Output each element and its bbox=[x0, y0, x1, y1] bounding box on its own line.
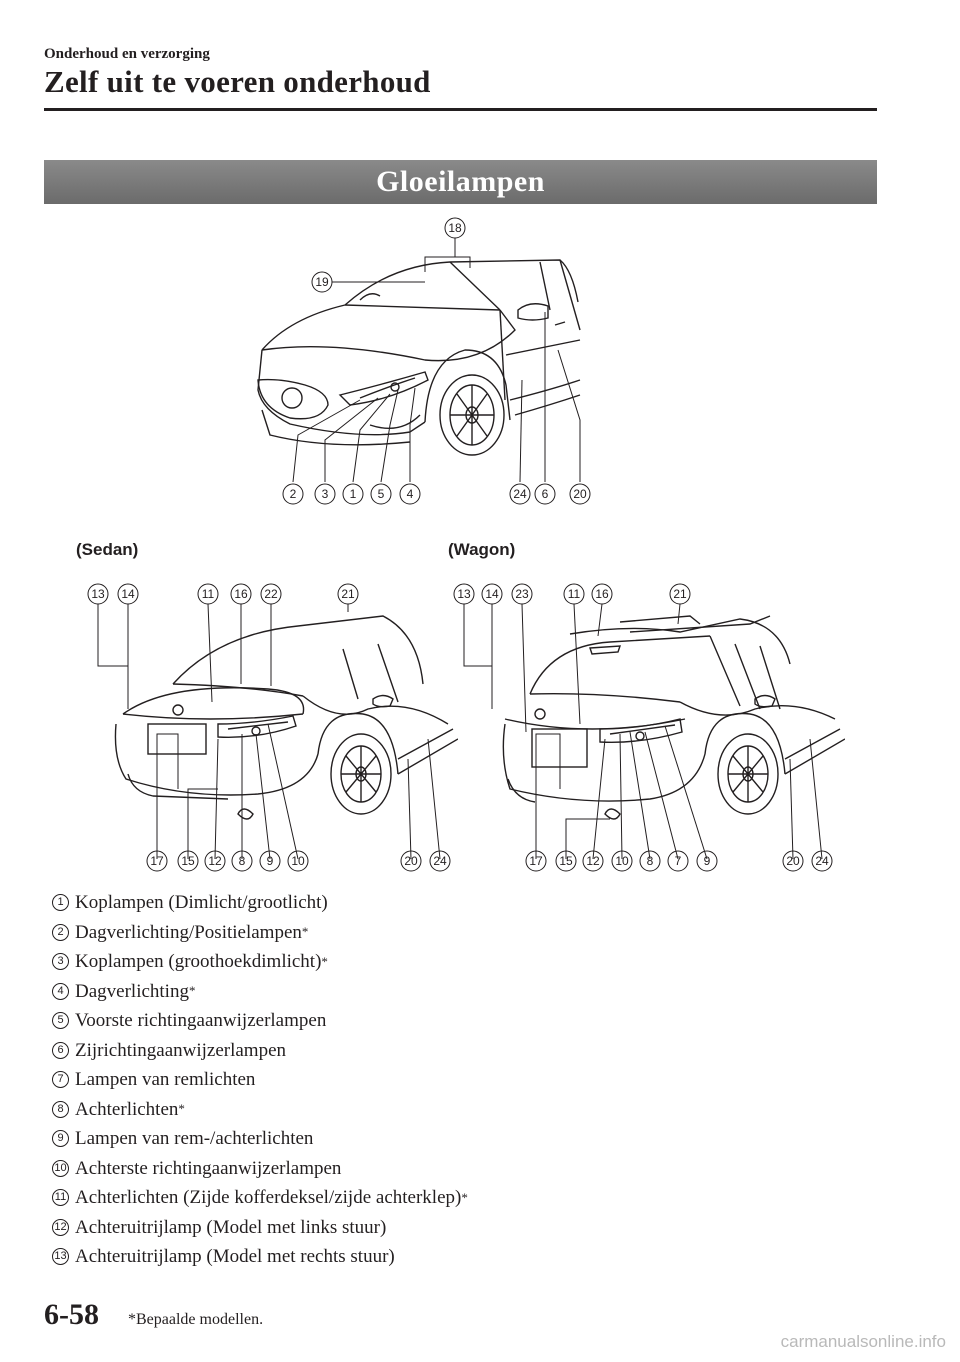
callout-sedan-9: 9 bbox=[266, 854, 274, 868]
legend-item bbox=[52, 1154, 852, 1184]
callout-sedan-15: 15 bbox=[181, 854, 195, 868]
callout-wagon-24: 24 bbox=[815, 854, 829, 868]
legend-text: Dagverlichting bbox=[75, 980, 189, 1002]
legend-text: Achterste richtingaanwijzerlampen bbox=[75, 1157, 342, 1179]
front-car-illustration bbox=[250, 210, 610, 520]
legend-item: 8 Achterlichten * bbox=[52, 1095, 852, 1125]
legend-text: Achterlichten bbox=[75, 1098, 179, 1120]
legend-item: 2 Dagverlichting/Positielampen * bbox=[52, 918, 852, 948]
legend-number: 13 bbox=[52, 1248, 69, 1265]
section-label: Onderhoud en verzorging bbox=[44, 46, 210, 62]
legend-number: 11 bbox=[52, 1189, 69, 1206]
callout-wagon-9: 9 bbox=[703, 854, 711, 868]
wagon-rear-illustration bbox=[450, 574, 845, 884]
title-divider bbox=[44, 108, 877, 111]
legend-number: 7 bbox=[52, 1071, 69, 1088]
callout-front-1: 1 bbox=[349, 487, 357, 501]
legend-item bbox=[52, 1065, 852, 1095]
watermark: carmanualsonline.info bbox=[780, 1332, 946, 1351]
callout-sedan-16: 16 bbox=[234, 587, 248, 601]
callout-front-24: 24 bbox=[513, 487, 527, 501]
callout-wagon-7: 7 bbox=[674, 854, 682, 868]
legend-text: Dagverlichting/Positielampen bbox=[75, 921, 302, 943]
legend-item bbox=[52, 888, 852, 918]
sedan-label: (Sedan) bbox=[76, 540, 139, 559]
legend-text: Koplampen (groothoekdimlicht) bbox=[75, 951, 322, 972]
callout-sedan-12: 12 bbox=[208, 854, 222, 868]
callout-wagon-20: 20 bbox=[786, 854, 800, 868]
legend-text: Zijrichtingaanwijzerlampen bbox=[75, 1039, 287, 1061]
callout-sedan-10: 10 bbox=[291, 854, 305, 868]
legend-item bbox=[52, 1006, 852, 1036]
callout-front-18: 18 bbox=[448, 221, 462, 235]
callout-front-19: 19 bbox=[315, 275, 329, 289]
callout-sedan-11: 11 bbox=[201, 587, 215, 601]
callout-sedan-14: 14 bbox=[121, 587, 135, 601]
callout-sedan-24: 24 bbox=[433, 854, 447, 868]
wagon-label: (Wagon) bbox=[448, 540, 516, 559]
callout-wagon-23: 23 bbox=[515, 587, 529, 601]
callout-wagon-14: 14 bbox=[485, 587, 499, 601]
legend-item bbox=[52, 1242, 852, 1272]
footnote: *Bepaalde modellen. bbox=[128, 1311, 264, 1328]
callout-sedan-17: 17 bbox=[150, 854, 164, 868]
callout-wagon-12: 12 bbox=[586, 854, 600, 868]
legend-item: 3 Koplampen (groothoekdimlicht) * bbox=[52, 947, 852, 977]
callout-sedan-13: 13 bbox=[91, 587, 105, 601]
sedan-rear-illustration bbox=[78, 574, 458, 884]
callout-sedan-22: 22 bbox=[264, 587, 278, 601]
callout-wagon-8: 8 bbox=[646, 854, 654, 868]
callout-front-3: 3 bbox=[321, 487, 329, 501]
callout-sedan-8: 8 bbox=[238, 854, 246, 868]
legend-item bbox=[52, 1124, 852, 1154]
legend-item bbox=[52, 1036, 852, 1066]
callout-front-5: 5 bbox=[377, 487, 385, 501]
legend-number: 6 bbox=[52, 1042, 69, 1059]
legend-text: Achteruitrijlamp (Model met rechts stuur) bbox=[75, 1246, 395, 1267]
callout-wagon-17: 17 bbox=[529, 854, 543, 868]
legend-number: 8 bbox=[52, 1101, 69, 1118]
callout-wagon-13: 13 bbox=[457, 587, 471, 601]
legend-text: Achterlichten (Zijde kofferdeksel/zijde achterklep) bbox=[75, 1187, 462, 1208]
legend-number: 12 bbox=[52, 1219, 69, 1236]
callout-sedan-20: 20 bbox=[404, 854, 418, 868]
legend-number: 2 bbox=[52, 924, 69, 941]
callout-wagon-11: 11 bbox=[567, 587, 581, 601]
legend-item bbox=[52, 1213, 852, 1243]
legend-number: 4 bbox=[52, 983, 69, 1000]
callout-wagon-21: 21 bbox=[673, 587, 687, 601]
legend-text: Koplampen (Dimlicht/grootlicht) bbox=[75, 892, 328, 913]
callout-front-20: 20 bbox=[573, 487, 587, 501]
legend-number: 9 bbox=[52, 1130, 69, 1147]
callout-wagon-10: 10 bbox=[615, 854, 629, 868]
bulb-legend-list bbox=[52, 888, 852, 1272]
legend-number: 5 bbox=[52, 1012, 69, 1029]
legend-item: 4 Dagverlichting * bbox=[52, 977, 852, 1007]
legend-number: 1 bbox=[52, 894, 69, 911]
legend-number: 10 bbox=[52, 1160, 69, 1177]
legend-item: 11 Achterlichten (Zijde kofferdeksel/zijde achterklep) * bbox=[52, 1183, 852, 1213]
callout-front-4: 4 bbox=[406, 487, 414, 501]
page-number: 6-58 bbox=[44, 1298, 99, 1331]
callout-wagon-16: 16 bbox=[595, 587, 609, 601]
callout-front-6: 6 bbox=[541, 487, 549, 501]
legend-text: Achteruitrijlamp (Model met links stuur) bbox=[75, 1216, 387, 1238]
legend-text: Lampen van remlichten bbox=[75, 1069, 256, 1090]
callout-wagon-15: 15 bbox=[559, 854, 573, 868]
legend-text: Voorste richtingaanwijzerlampen bbox=[75, 1010, 327, 1031]
page-title: Zelf uit te voeren onderhoud bbox=[44, 64, 431, 99]
legend-text: Lampen van rem-/achterlichten bbox=[75, 1128, 314, 1149]
callout-sedan-21: 21 bbox=[341, 587, 355, 601]
section-banner: Gloeilampen bbox=[44, 160, 877, 204]
callout-front-2: 2 bbox=[289, 487, 297, 501]
legend-number: 3 bbox=[52, 953, 69, 970]
